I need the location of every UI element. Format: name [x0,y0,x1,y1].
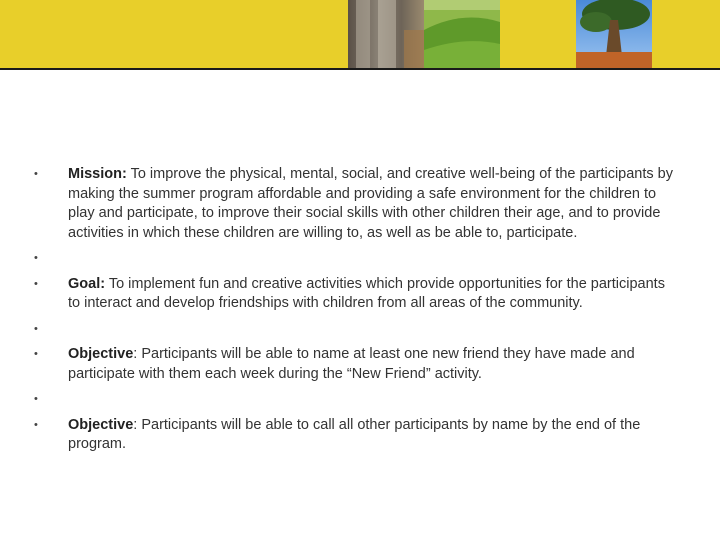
item-body: To implement fun and creative activities which provide opportunities for the participants to interact and develop friendships with children from all areas of the community. [68,275,665,311]
item-label: Goal: [68,275,106,292]
tree-photo [576,0,652,68]
list-item-text [68,345,680,384]
header-divider [0,68,720,70]
window-photo [348,0,424,68]
bullet-icon: • [34,277,38,290]
bullet-icon: • [34,393,38,405]
item-label: Mission: [68,166,127,182]
list-item-text [68,275,680,314]
bullet-icon: • [34,348,38,360]
empty-bullet [30,320,680,340]
empty-bullet [30,249,680,269]
list-item-goal [30,275,680,314]
bullet-list [30,165,680,455]
item-body: : Participants will be able to call all other participants by name by the end of the program. [68,416,641,452]
item-label: Objective [68,346,134,362]
list-item-text [68,165,680,243]
list-item-objective-1 [30,345,680,384]
item-label: Objective [68,416,134,433]
item-body: To improve the physical, mental, social, and creative well-being of the participants by making the summer program affordable and providing a safe environment for the children to play and participate, to improve their social skills with other children their age, and to provide activities in which these children are willing to, as well as be able to, participate. [68,166,673,241]
list-item-mission [30,165,680,243]
bullet-icon: • [34,252,38,264]
bullet-icon: • [34,168,38,180]
green-field-photo [424,0,500,68]
list-item-objective-2 [30,416,680,455]
empty-bullet [30,390,680,410]
bullet-icon: • [34,418,38,431]
item-body: : Participants will be able to name at least one new friend they have made and participate with them each week during the “New Friend” activity. [68,346,635,382]
bullet-icon: • [34,322,38,335]
list-item-text [68,416,680,455]
